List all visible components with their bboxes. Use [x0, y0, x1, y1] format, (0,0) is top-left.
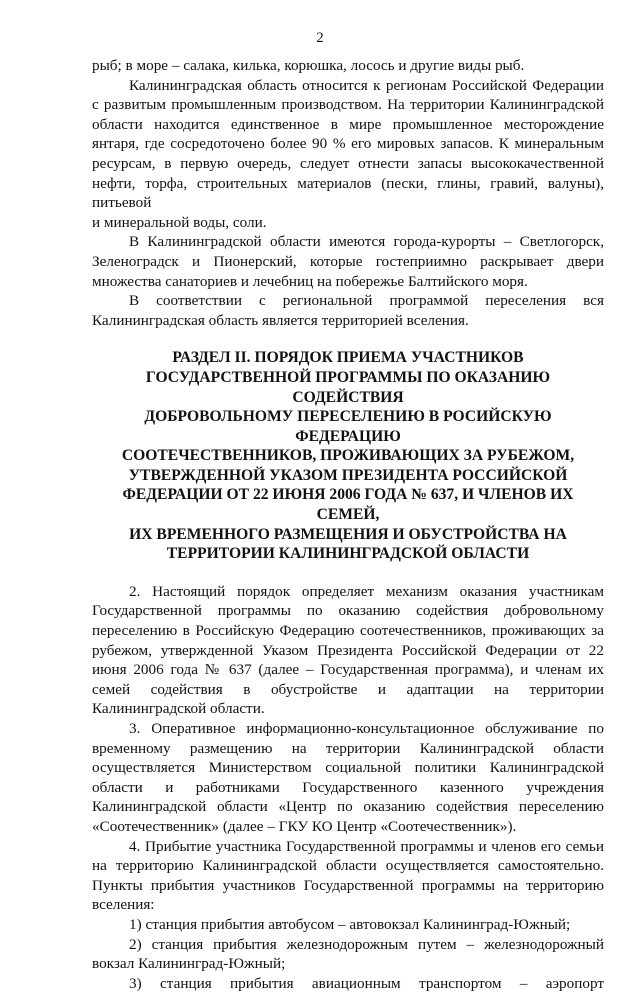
- list-item-bus: 1) станция прибытия автобусом – автовокзал Калининград-Южный;: [129, 915, 571, 933]
- list-item-air: 3) станция прибытия авиационным транспортом – аэропорт: [129, 974, 604, 992]
- heading-line: ФЕДЕРАЦИИ ОТ 22 ИЮНЯ 2006 ГОДА № 637, И ЧЛЕНОВ ИХ СЕМЕЙ,: [122, 486, 574, 524]
- paragraph-resettlement-territory: В соответствии с региональной программой переселения вся Калининградская область является территорией вселения.: [92, 292, 604, 329]
- paragraph-industry: Калининградская область относится к регионам Российской Федерации с развитым промышленным производством. На территории Калининградской области находится единственное в мире промышленное месторождение янтаря, где сосредоточено более 90 % его мировых запасов. К минеральным ресурсам, в первую очередь, следует отнести запасы высококачественной нефти, торфа, строительных материалов (пески, глины, гравий, валуны), питьевой: [92, 76, 604, 212]
- paragraph-item-2: 2. Настоящий порядок определяет механизм оказания участникам Государственной программы по оказанию содействия добровольному переселению в Российскую Федерацию соотечественников, проживающих за рубежом, утвержденной Указом Президента Российской Федерации от 22 июня 2006 года № 637 (далее – Государственная программа), и членам их семей содействия в обустройстве и адаптации на территории Калининградской области.: [92, 582, 604, 718]
- heading-line: РАЗДЕЛ II. ПОРЯДОК ПРИЕМА УЧАСТНИКОВ: [172, 349, 524, 367]
- paragraph-item-3: 3. Оперативное информационно-консультационное обслуживание по временному размещению на территории Калининградской области осуществляется Министерством социальной политики Калининградской области и работниками Государственного казенного учреждения Калининградской области «Центр по оказанию содействия переселению «Соотечественник» (далее – ГКУ КО Центр «Соотечественник»).: [92, 720, 604, 835]
- heading-line: ТЕРРИТОРИИ КАЛИНИНГРАДСКОЙ ОБЛАСТИ: [166, 545, 530, 563]
- heading-line: ДОБРОВОЛЬНОМУ ПЕРЕСЕЛЕНИЮ В РОСИЙСКУЮ ФЕДЕРАЦИЮ: [144, 408, 552, 445]
- heading-line: ГОСУДАРСТВЕННОЙ ПРОГРАММЫ ПО ОКАЗАНИЮ СОДЕЙСТВИЯ: [145, 368, 551, 406]
- page-number: 2: [316, 30, 324, 46]
- list-item-rail: 2) станция прибытия железнодорожным путем – железнодорожный вокзал Калининград-Южный;: [92, 935, 604, 973]
- section-heading: [92, 348, 604, 564]
- heading-line: УТВЕРЖДЕННОЙ УКАЗОМ ПРЕЗИДЕНТА РОССИЙСКОЙ: [128, 466, 568, 484]
- paragraph-mineral-water: и минеральной воды, соли.: [92, 213, 267, 231]
- paragraph-resorts: В Калининградской области имеются города-курорты – Светлогорск, Зеленоградск и Пионерский, которые гостеприимно раскрывает двери множества санаториев и лечебниц на побережье Балтийского моря.: [92, 233, 604, 290]
- heading-line: СООТЕЧЕСТВЕННИКОВ, ПРОЖИВАЮЩИХ ЗА РУБЕЖОМ,: [121, 447, 575, 465]
- paragraph-fish-continuation: рыб; в море – салака, килька, корюшка, лосось и другие виды рыб.: [92, 57, 525, 74]
- paragraph-item-4: 4. Прибытие участника Государственной программы и членов его семьи на территорию Калининградской области осуществляется самостоятельно. Пункты прибытия участников Государственной программы на территорию вселения:: [92, 837, 604, 914]
- document-body: [92, 56, 604, 993]
- heading-line: ИХ ВРЕМЕННОГО РАЗМЕЩЕНИЯ И ОБУСТРОЙСТВА НА: [129, 525, 567, 543]
